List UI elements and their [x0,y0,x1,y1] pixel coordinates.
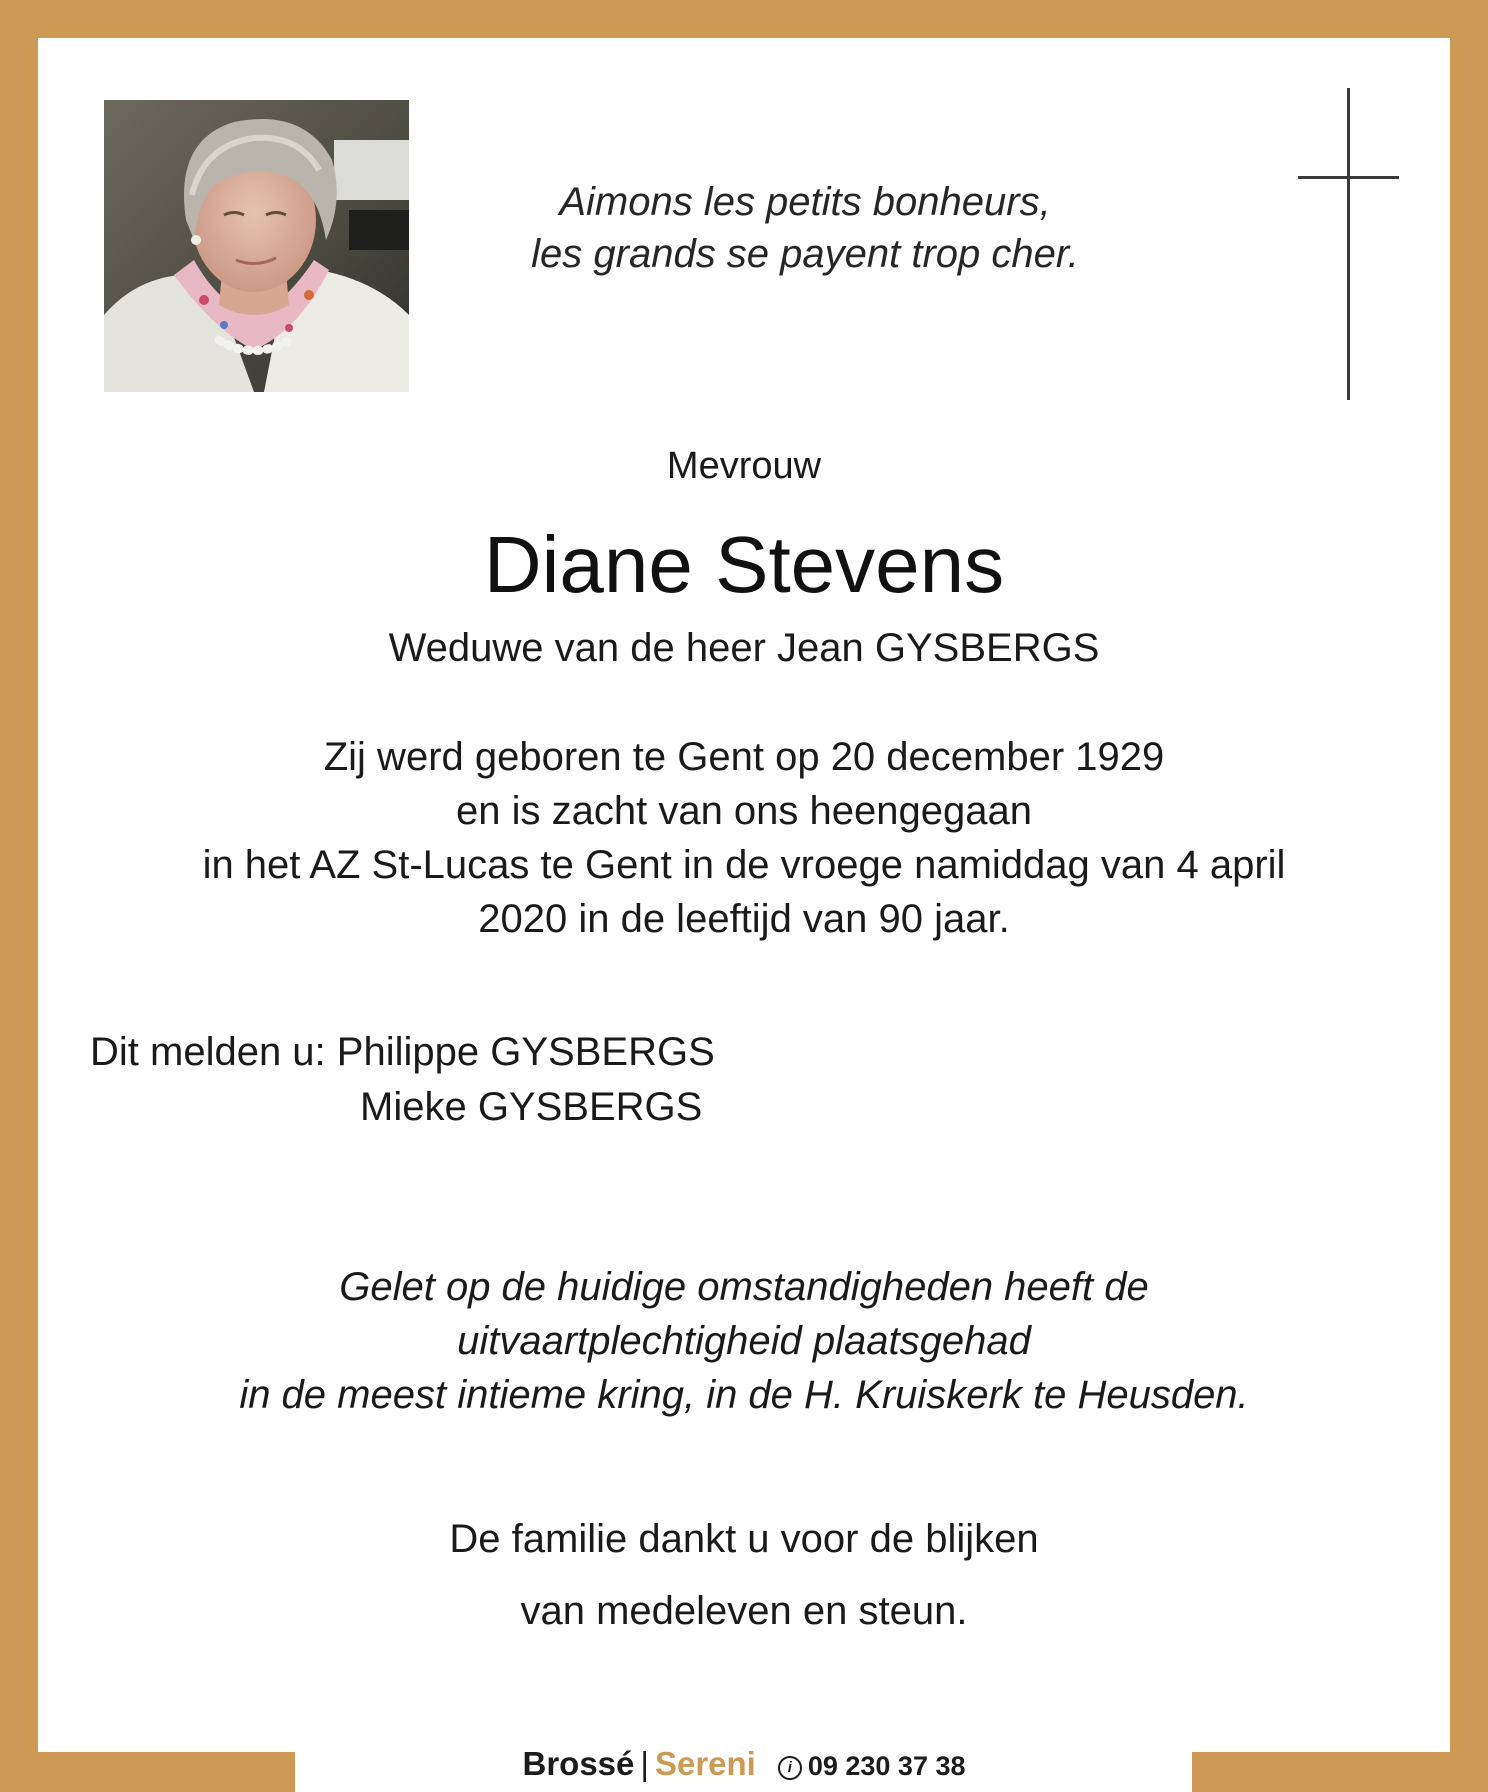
announcers [90,1025,715,1135]
brand-sereni: Sereni [654,1745,756,1782]
biography [0,730,1488,946]
funeral-notice [0,1260,1488,1422]
announcer-name: Mieke GYSBERGS [360,1085,703,1129]
deceased-name: Diane Stevens [483,520,1005,609]
thanks-line: van medeleven en steun. [520,1589,968,1633]
bio-line: in het AZ St-Lucas te Gent in de vroege namiddag van 4 april [202,843,1286,887]
frame-top-border [0,0,1488,38]
notice-line: uitvaartplechtigheid plaatsgehad [457,1319,1031,1363]
brand-brosse: Brossé [522,1745,635,1782]
notice-line: in de meest intieme kring, in de H. Kruiskerk te Heusden. [239,1373,1249,1417]
info-icon: i [778,1756,802,1780]
announcers-intro: Dit melden u: [90,1030,326,1074]
bio-line: en is zacht van ons heengegaan [456,789,1032,833]
phone-contact[interactable] [778,1751,966,1781]
thanks-line: De familie dankt u voor de blijken [449,1517,1039,1561]
announcer-row [90,1025,715,1080]
notice-line: Gelet op de huidige omstandigheden heeft de [339,1265,1149,1309]
thanks-message [0,1503,1488,1647]
bio-line: 2020 in de leeftijd van 90 jaar. [478,897,1010,941]
cross-icon-bar [1298,176,1399,179]
portrait-photo [104,100,409,392]
quote-line: les grands se payent trop cher. [531,232,1079,276]
announcer-name: Philippe GYSBERGS [336,1030,715,1074]
honorific: Mevrouw [666,445,822,487]
quote-line: Aimons les petits bonheurs, [559,180,1051,224]
announcer-row [90,1080,715,1135]
footer [0,1740,1488,1790]
brand-separator: | [640,1745,649,1782]
phone-number: 09 230 37 38 [807,1751,966,1781]
bio-line: Zij werd geboren te Gent op 20 december 1929 [323,735,1165,779]
quote [440,176,1170,280]
spouse-line: Weduwe van de heer Jean GYSBERGS [388,626,1100,670]
cross-icon [1347,88,1350,400]
